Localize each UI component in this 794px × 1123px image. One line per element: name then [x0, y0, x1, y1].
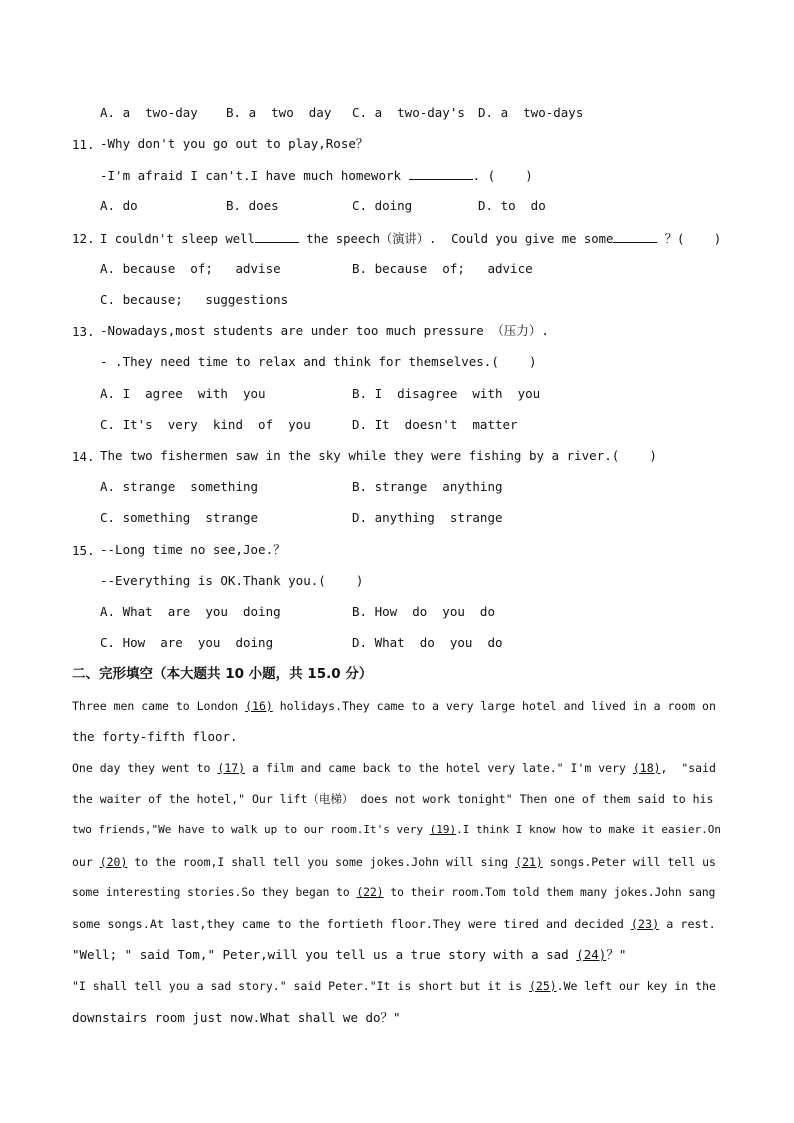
- blank-16[interactable]: (16): [245, 699, 273, 713]
- blank-18[interactable]: (18): [632, 761, 661, 775]
- q11-line2: -I'm afraid I can't.I have much homework . ( ): [100, 168, 533, 183]
- q10-option-d: D. a two-days: [478, 105, 584, 120]
- q10-option-c: C. a two-day's: [352, 105, 465, 120]
- q15-option-b: B. How do you do: [352, 604, 495, 619]
- blank-22[interactable]: (22): [356, 886, 384, 899]
- q13-line2: - .They need time to relax and think for themselves.( ): [100, 354, 537, 369]
- q13-option-a: A. I agree with you: [100, 386, 266, 401]
- q12-option-a: A. because of; advise: [100, 261, 281, 276]
- q13-option-d: D. It doesn't matter: [352, 417, 518, 432]
- passage-line-10: "I shall tell you a sad story." said Peter."It is short but it is (25).We left our key in the: [72, 979, 716, 993]
- passage-line-6: our (20) to the room,I shall tell you some jokes.John will sing (21) songs.Peter will tell us: [72, 855, 716, 869]
- q11-line1: -Why don't you go out to play,Rose？: [100, 136, 369, 151]
- q15-option-c: C. How are you doing: [100, 635, 274, 650]
- q13-line1: -Nowadays,most students are under too much pressure （压力）.: [100, 323, 549, 338]
- passage-line-4: the waiter of the hotel," Our lift（电梯） does not work tonight" Then one of them said to his: [72, 792, 714, 806]
- q10-option-b: B. a two day: [226, 105, 332, 120]
- q12-line1: I couldn't sleep well the speech（演讲）. Could you give me some ？( ): [100, 232, 722, 246]
- q13-option-b: B. I disagree with you: [352, 386, 541, 401]
- q14-option-a: A. strange something: [100, 479, 259, 494]
- q11-answer-blank[interactable]: [409, 167, 473, 180]
- q11-option-d: D. to do: [478, 198, 546, 213]
- q15-line1: --Long time no see,Joe.？: [100, 542, 286, 557]
- q13-number: 13.: [72, 324, 95, 339]
- q14-option-b: B. strange anything: [352, 479, 503, 494]
- q15-option-d: D. What do you do: [352, 635, 503, 650]
- blank-21[interactable]: (21): [515, 855, 543, 869]
- q13-option-c: C. It's very kind of you: [100, 417, 311, 432]
- blank-17[interactable]: (17): [217, 761, 246, 775]
- q15-line2: --Everything is OK.Thank you.( ): [100, 573, 364, 588]
- q14-option-d: D. anything strange: [352, 510, 503, 525]
- passage-line-2: the forty-fifth floor.: [72, 729, 238, 744]
- q14-option-c: C. something strange: [100, 510, 259, 525]
- passage-line-9: "Well; " said Tom," Peter,will you tell us a true story with a sad (24)？": [72, 947, 627, 962]
- q12-option-b: B. because of; advice: [352, 261, 533, 276]
- q11-number: 11.: [72, 137, 95, 152]
- q15-number: 15.: [72, 543, 95, 558]
- blank-23[interactable]: (23): [630, 917, 660, 931]
- q10-option-a: A. a two-day: [100, 105, 198, 120]
- passage-line-11: downstairs room just now.What shall we do？": [72, 1010, 401, 1025]
- q12-answer-blank-2[interactable]: [613, 230, 657, 243]
- q11-option-a: A. do: [100, 198, 138, 213]
- q14-number: 14.: [72, 449, 95, 464]
- q12-option-c: C. because; suggestions: [100, 292, 289, 307]
- q11-option-b: B. does: [226, 198, 279, 213]
- passage-line-5: two friends,"We have to walk up to our room.It's very (19).I think I know how to make it easier.On: [72, 823, 722, 836]
- blank-25[interactable]: (25): [528, 979, 557, 993]
- blank-24[interactable]: (24): [576, 947, 607, 962]
- section-heading-cloze: 二、完形填空（本大题共 10 小题，共 15.0 分）: [72, 666, 373, 682]
- q11-option-c: C. doing: [352, 198, 413, 213]
- passage-line-1: Three men came to London (16) holidays.They came to a very large hotel and lived in a room on: [72, 699, 716, 713]
- q12-number: 12.: [72, 231, 95, 246]
- q15-option-a: A. What are you doing: [100, 604, 281, 619]
- passage-line-7: some interesting stories.So they began to (22) to their room.Tom told them many jokes.John sang: [72, 886, 716, 899]
- blank-19[interactable]: (19): [429, 823, 457, 836]
- q14-line1: The two fishermen saw in the sky while they were fishing by a river.( ): [100, 448, 657, 463]
- passage-line-8: some songs.At last,they came to the fortieth floor.They were tired and decided (23) a rest.: [72, 917, 716, 931]
- q12-answer-blank-1[interactable]: [255, 230, 299, 243]
- blank-20[interactable]: (20): [99, 855, 128, 869]
- passage-line-3: One day they went to (17) a film and came back to the hotel very late." I'm very (18), "said: [72, 761, 716, 775]
